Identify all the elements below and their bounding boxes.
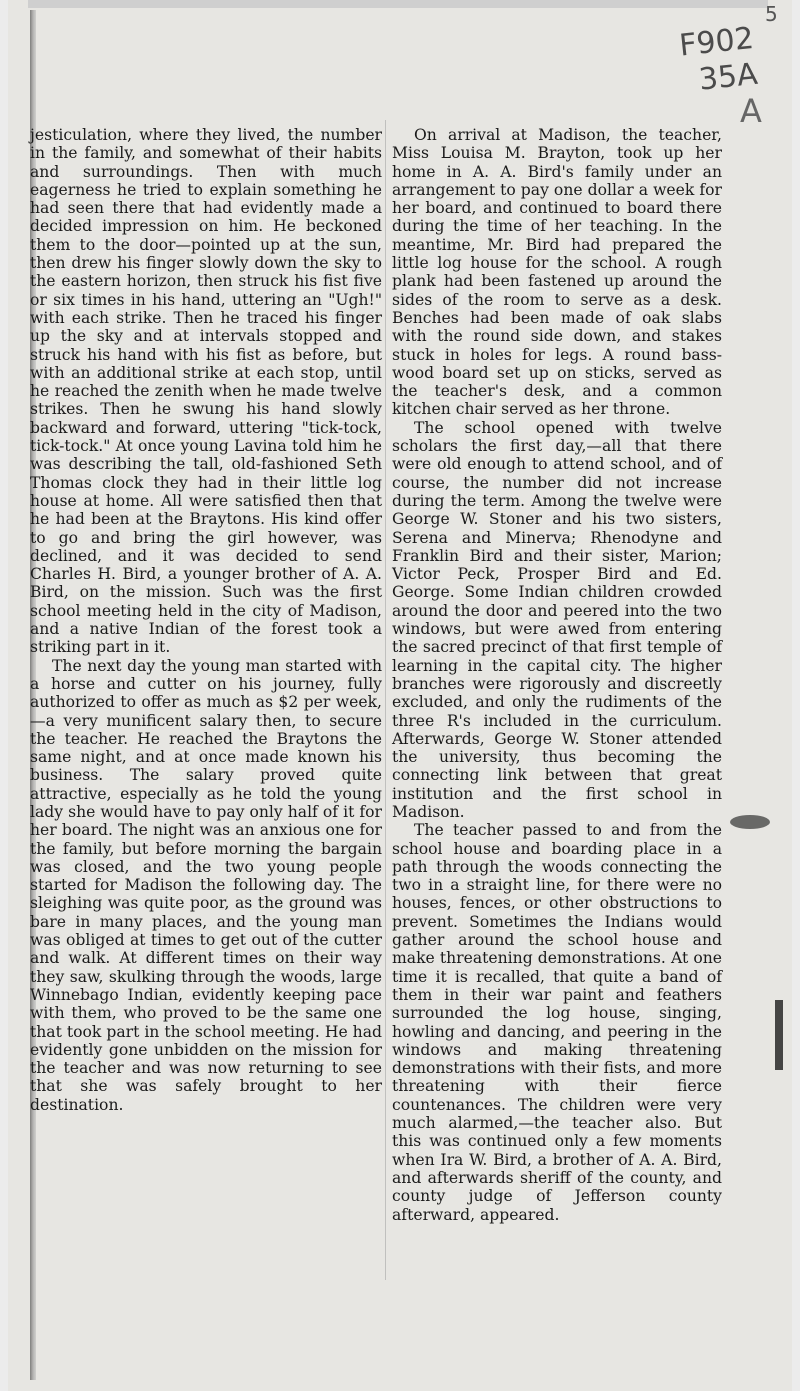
right-column <box>392 126 722 1224</box>
right-paragraph-3: The teacher passed to and from the school house and boarding place in a path through the woods connecting the two in a straight line, for there were no houses, fences, or other obstructions to prevent. Sometimes the Indians would gather around the school house and make threatening demonstrations. At one time it is recalled, that quite a band of them in their war paint and feathers surrounded the log house, singing, howling and dancing, and peering in the windows and making threatening demonstrations with their fists, and more threatening with their fierce countenances. The children were very much alarmed,—the teacher also. But this was continued only a few moments when Ira W. Bird, a brother of A. A. Bird, and afterwards sheriff of the county, and county judge of Jefferson county afterward, appeared. <box>392 821 722 1224</box>
right-paragraph-2: The school opened with twelve scholars the first day,—all that there were old enough to attend school, and of course, the number did not increase during the term. Among the twelve were George W. Stoner and his two sisters, Serena and Minerva; Rhenodyne and Franklin Bird and their sister, Marion; Victor Peck, Prosper Bird and Ed. George. Some Indian children crowded around the door and peered into the two windows, but were awed from entering the sacred precinct of that first temple of learning in the capital city. The higher branches were rigorously and discreetly excluded, and only the rudiments of the three R's included in the curriculum. Afterwards, George W. Stoner attended the university, thus becoming the connecting link between that great institution and the first school in Madison. <box>392 418 722 821</box>
handwritten-page-mark: A <box>740 92 762 130</box>
ink-smudge <box>730 815 770 829</box>
right-paragraph-1: On arrival at Madison, the teacher, Miss Louisa M. Brayton, took up her home in A. A. Bird's family under an arrangement to pay one dollar a week for her board, and continued to board there during the time of her teaching. In the meantime, Mr. Bird had prepared the little log house for the school. A rough plank had been fastened up around the sides of the room to serve as a desk. Benches had been made of oak slabs with the round side down, and stakes stuck in holes for legs. A round bass-wood board set up on sticks, served as the teacher's desk, and a common kitchen chair served as her throne. <box>392 126 722 419</box>
archive-code-line-2: 35A <box>697 56 760 98</box>
archive-code-line-1: F902 <box>677 20 756 64</box>
scan-artifact-bar <box>775 1000 783 1070</box>
left-column <box>30 126 382 1114</box>
corner-mark: 5 <box>765 2 778 26</box>
left-paragraph-2: The next day the young man started with a horse and cutter on his journey, fully authorized to offer as much as $2 per week,—a very munificent salary then, to secure the teacher. He reached the Braytons the same night, and at once made known his business. The salary proved quite attractive, especially as he told the young lady she would have to pay only half of it for her board. The night was an anxious one for the family, but before morning the bargain was closed, and the two young people started for Madison the following day. The sleighing was quite poor, as the ground was bare in many places, and the young man was obliged at times to get out of the cutter and walk. At different times on their way they saw, skulking through the woods, large Winnebago Indian, evidently keeping pace with them, who proved to be the same one that took part in the school meeting. He had evidently gone unbidden on the mission for the teacher and was now returning to see that she was safely brought to her destination. <box>30 656 382 1114</box>
left-paragraph-1: jesticulation, where they lived, the number in the family, and somewhat of their habits and surroundings. Then with much eagerness he tried to explain something he had seen there that had evidently made a decided impression on him. He beckoned them to the door—pointed up at the sun, then drew his finger slowly down the sky to the eastern horizon, then struck his fist five or six times in his hand, uttering an "Ugh!" with each strike. Then he traced his finger up the sky and at intervals stopped and struck his hand with his fist as before, but with an additional strike at each stop, until he reached the zenith when he made twelve strikes. Then he swung his hand slowly backward and forward, uttering "tick-tock, tick-tock." At once young Lavina told him he was describing the tall, old-fashioned Seth Thomas clock they had in their little log house at home. All were satisfied then that he had been at the Braytons. His kind offer to go and bring the girl however, was declined, and it was decided to send Charles H. Bird, a younger brother of A. A. Bird, on the mission. Such was the first school meeting held in the city of Madison, and a native Indian of the forest took a striking part in it. <box>30 126 382 657</box>
torn-top-edge <box>28 0 768 8</box>
column-divider <box>385 120 386 1280</box>
